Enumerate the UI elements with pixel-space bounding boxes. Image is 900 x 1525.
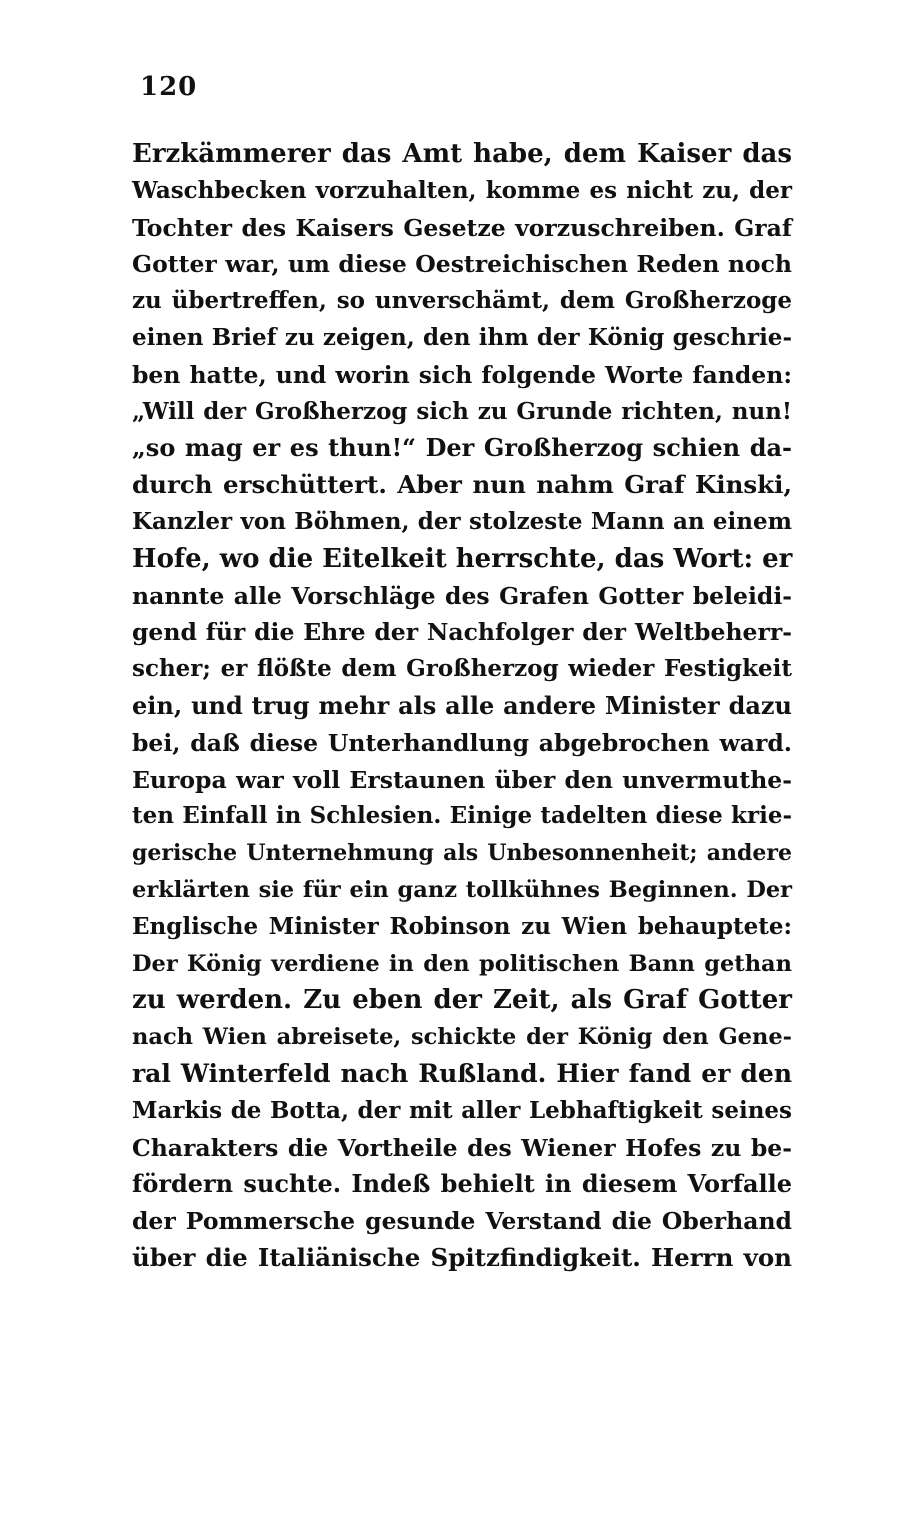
text-line: „Will der Großherzog sich zu Grunde richten, nun! [132, 397, 792, 425]
text-line: über die Italiänische Spitzfindigkeit. Herrn von [132, 1242, 792, 1272]
text-line: „so mag er es thun!“ Der Großherzog schien da- [132, 433, 792, 463]
text-line: nannte alle Vorschläge des Grafen Gotter beleidi- [132, 581, 792, 610]
text-line: Erzkämmerer das Amt habe, dem Kaiser das [132, 139, 792, 169]
text-line: scher; er flößte dem Großherzog wieder Festigkeit [132, 655, 792, 683]
text-line: gend für die Ehre der Nachfolger der Weltbeherr- [132, 618, 792, 647]
text-line: zu übertreffen, so unverschämt, dem Großherzoge [132, 287, 792, 315]
text-line: erklärten sie für ein ganz tollkühnes Beginnen. Der [132, 876, 792, 903]
text-line: ben hatte, und worin sich folgende Worte fanden: [132, 360, 792, 389]
text-line: Der König verdiene in den politischen Bann gethan [132, 950, 792, 977]
text-line: Waschbecken vorzuhalten, komme es nicht zu, der [132, 176, 792, 204]
page-number: 120 [140, 72, 198, 102]
text-line: durch erschüttert. Aber nun nahm Graf Kinski, [132, 470, 792, 500]
text-line: fördern suchte. Indeß behielt in diesem Vorfalle [132, 1169, 792, 1199]
text-line: Tochter des Kaisers Gesetze vorzuschreiben. Graf [132, 213, 792, 242]
text-line: Hofe, wo die Eitelkeit herrschte, das Wort: er [132, 543, 793, 574]
text-line: Gotter war, um diese Oestreichischen Reden noch [132, 250, 792, 279]
text-line: einen Brief zu zeigen, den ihm der König geschrie- [132, 323, 792, 351]
text-line: Englische Minister Robinson zu Wien behauptete: [132, 912, 792, 940]
text-line: Markis de Botta, der mit aller Lebhaftigkeit seines [132, 1096, 792, 1124]
body-text [132, 136, 792, 1277]
text-line: ein, und trug mehr als alle andere Minister dazu [132, 690, 792, 720]
text-line: Europa war voll Erstaunen über den unvermuthe- [132, 765, 792, 794]
text-line: bei, daß diese Unterhandlung abgebrochen ward. [132, 728, 792, 757]
text-line: zu werden. Zu eben der Zeit, als Graf Gotter [132, 985, 792, 1016]
text-line: nach Wien abreisete, schickte der König den Gene- [132, 1024, 792, 1051]
text-line: ral Winterfeld nach Rußland. Hier fand er den [132, 1058, 792, 1088]
text-line: Charakters die Vortheile des Wiener Hofes zu be- [132, 1133, 792, 1162]
text-line: ten Einfall in Schlesien. Einige tadelten diese krie- [132, 802, 792, 830]
text-line: gerische Unternehmung als Unbesonnenheit; andere [132, 840, 792, 867]
text-line: Kanzler von Böhmen, der stolzeste Mann an einem [132, 507, 792, 535]
text-line: der Pommersche gesunde Verstand die Oberhand [132, 1207, 792, 1236]
